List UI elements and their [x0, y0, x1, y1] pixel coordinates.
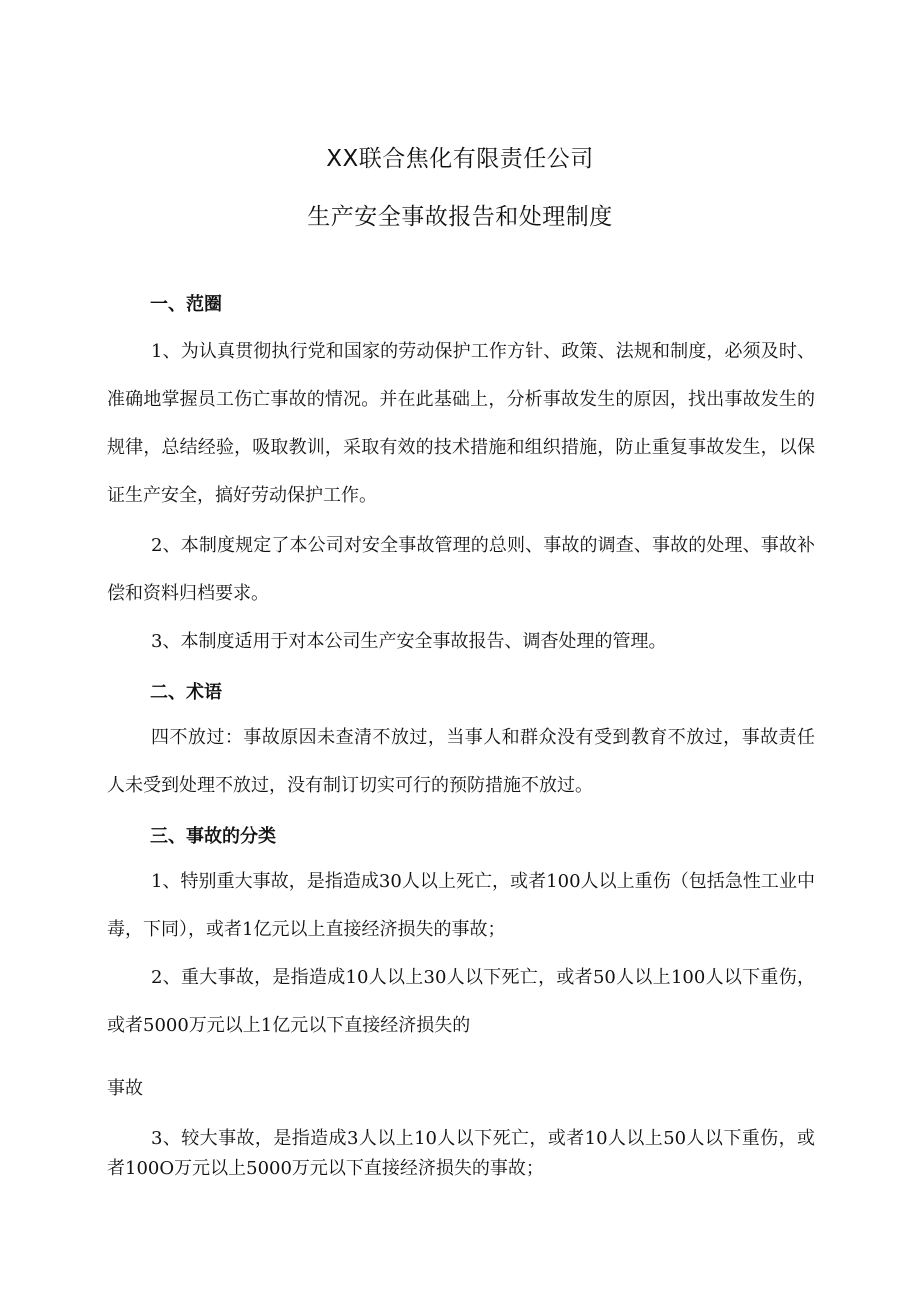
classification-paragraph-1: 1、特别重大事故，是指造成30人以上死亡，或者100人以上重伤（包括急性工业中毒，下同），或者1亿元以上直接经济损失的事故； [107, 871, 815, 940]
scope-paragraph-3: 3、本制度适用于对本公司生产安全事故报告、调杳处理的管理。 [151, 631, 667, 652]
classification-paragraph-2-tail: 事故 [107, 1078, 143, 1099]
scope-paragraph-1: 1、为认真贯彻执行党和国家的劳动保护工作方针、政策、法规和制度，必须及时、准确地掌握员工伤亡事故的情况。并在此基础上，分析事故发生的原因，找出事故发生的规律，总结经验，吸取教训，采取有效的技术措施和组织措施，防止重复事故发生，以保证生产安全，搞好劳动保护工作。 [107, 341, 815, 506]
section-heading-terms: 二、术语 [150, 682, 222, 703]
section-heading-classification: 三、事故的分类 [150, 826, 276, 847]
terms-paragraph-1: 四不放过：事故原因未查清不放过，当事人和群众没有受到教育不放过，事故责任人未受到处理不放过，没有制订切实可行的预防措施不放过。 [107, 727, 815, 796]
classification-paragraph-3: 3、较大事故，是指造成3人以上10人以下死亡，或者10人以上50人以下重伤，或者100O万元以上5000万元以下直接经济损失的事故； [107, 1128, 815, 1179]
company-title: XX联合焦化有限责任公司 [326, 146, 594, 172]
document-title: 生产安全事故报告和处理制度 [307, 204, 613, 230]
classification-paragraph-2: 2、重大事故，是指造成10人以上30人以下死亡，或者50人以上100人以下重伤，或者5000万元以上1亿元以下直接经济损失的 [107, 967, 815, 1036]
scope-paragraph-2: 2、本制度规定了本公司对安全事故管理的总则、事故的调查、事故的处理、事故补偿和资料归档要求。 [107, 535, 815, 604]
section-heading-scope: 一、范圈 [150, 294, 222, 315]
